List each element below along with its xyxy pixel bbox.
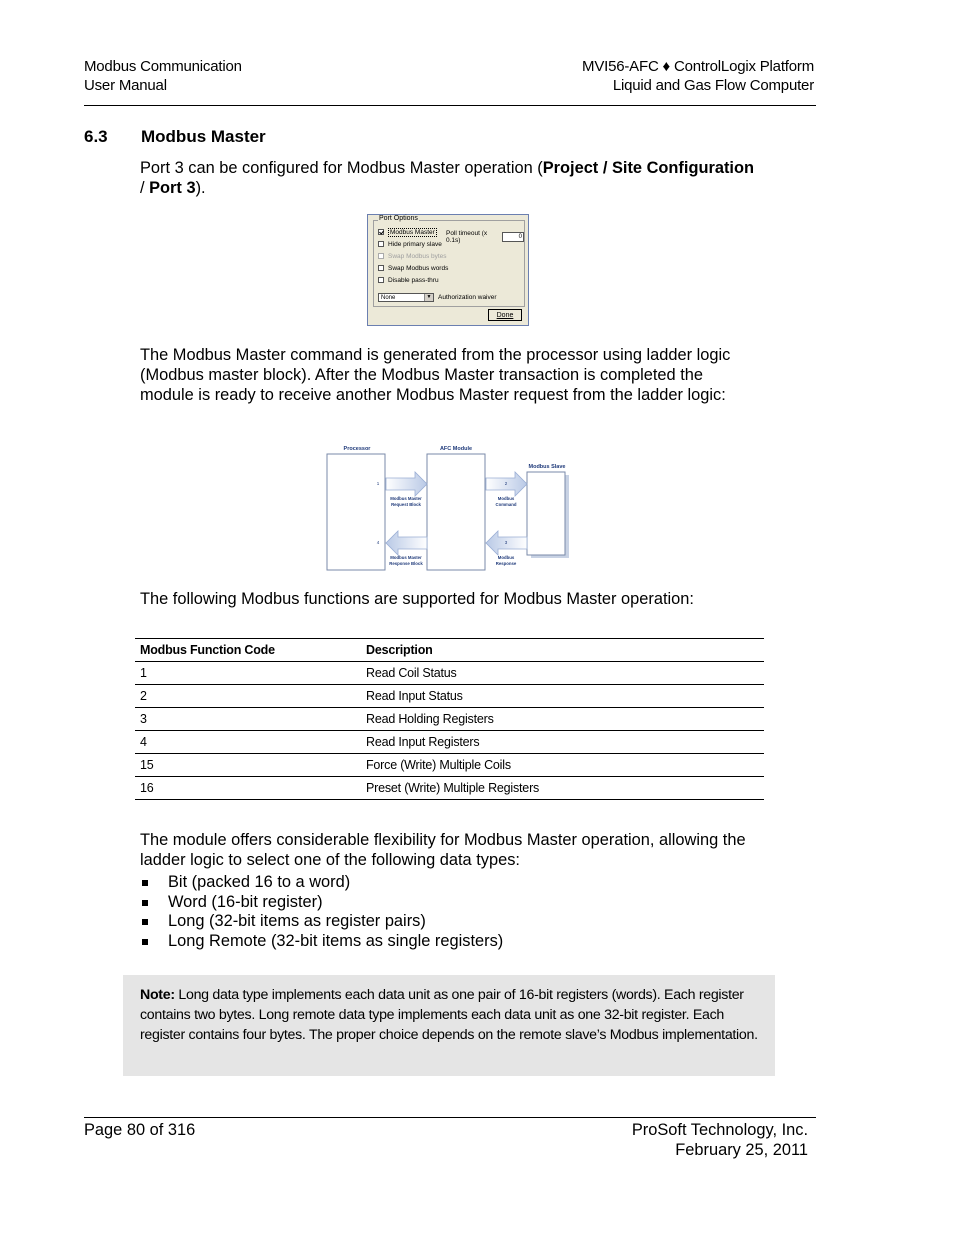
list-item: Bit (packed 16 to a word) (140, 873, 503, 893)
cell-description: Force (Write) Multiple Coils (361, 754, 764, 777)
authorization-label: Authorization waiver (438, 294, 497, 301)
port-options-dialog (367, 214, 529, 326)
section-number: 6.3 (84, 127, 108, 146)
modbus-master-flow-diagram (326, 442, 571, 572)
table-row (135, 731, 764, 754)
checkbox-icon (378, 265, 384, 271)
header-right (582, 57, 814, 95)
cell-description: Read Input Registers (361, 731, 764, 754)
table-row (135, 754, 764, 777)
modbus-slave-label: Modbus Slave (528, 464, 566, 470)
authorization-dropdown[interactable]: None ▼ (378, 293, 434, 302)
master-command-paragraph: The Modbus Master command is generated from the processor using ladder logic (Modbus master block). After the Modbus Master transaction is completed the module is ready to receive another Modbus Master request from the ladder logic: (140, 346, 731, 404)
checkbox-icon (378, 253, 384, 259)
col-header-function-code: Modbus Function Code (135, 639, 361, 662)
header-product: MVI56-AFC ♦ ControlLogix Platform (582, 58, 814, 75)
arrow1-label-a: Modbus Master (390, 496, 422, 501)
header-doc-title: Modbus Communication (84, 58, 242, 75)
checkbox-checked-icon (378, 229, 384, 235)
table-row (135, 777, 764, 800)
table-row (135, 685, 764, 708)
note-text: Long data type implements each data unit as one pair of 16-bit registers (words). Each register contains two bytes. Long remote data type implements each data unit as one 32-bit register. Each register contains four bytes. The proper choice depends on the remote slave’s Modbus implementation. (140, 987, 758, 1043)
arrow4-number: 4 (376, 540, 380, 545)
checkbox-icon (378, 241, 384, 247)
table-row (135, 662, 764, 685)
arrow2-number: 2 (504, 481, 508, 486)
note-box (123, 975, 775, 1076)
port-options-group (373, 215, 525, 307)
afc-module-label: AFC Module (439, 446, 473, 452)
arrow2-label-b: Command (495, 502, 517, 507)
modbus-functions-table (135, 638, 764, 800)
col-header-description: Description (361, 639, 764, 662)
port-options-legend: Port Options (379, 215, 418, 222)
chevron-down-icon[interactable]: ▼ (424, 294, 433, 301)
cell-description: Read Coil Status (361, 662, 764, 685)
cell-code: 3 (135, 708, 361, 731)
list-item: Long (32-bit items as register pairs) (140, 912, 503, 932)
list-item: Long Remote (32-bit items as single registers) (140, 932, 503, 952)
arrow-response-block (386, 531, 427, 555)
arrow3-number: 3 (504, 540, 508, 545)
footer-company: ProSoft Technology, Inc. (631, 1121, 808, 1139)
poll-timeout-input[interactable]: 0 (502, 232, 524, 242)
cell-code: 15 (135, 754, 361, 777)
header-left (84, 57, 242, 95)
cell-code: 1 (135, 662, 361, 685)
arrow2-label-a: Modbus (497, 496, 515, 501)
list-item: Word (16-bit register) (140, 893, 503, 913)
checkbox-icon (378, 277, 384, 283)
footer-right (632, 1120, 808, 1160)
note-label: Note: (140, 987, 175, 1003)
arrow4-label-a: Modbus Master (390, 555, 422, 560)
arrow1-label-b: Request Block (391, 502, 421, 507)
footer-date: February 25, 2011 (675, 1141, 808, 1159)
table-header-row (135, 639, 764, 662)
poll-timeout: Poll timeout (x 0.1s) 0 (446, 230, 522, 244)
cell-code: 2 (135, 685, 361, 708)
cell-description: Read Holding Registers (361, 708, 764, 731)
cell-code: 4 (135, 731, 361, 754)
cell-description: Preset (Write) Multiple Registers (361, 777, 764, 800)
afc-module-box (427, 454, 485, 570)
disable-pass-thru-checkbox[interactable]: Disable pass-thru (378, 275, 439, 285)
arrow1-number: 1 (376, 481, 380, 486)
swap-modbus-bytes-checkbox: Swap Modbus bytes (378, 251, 447, 261)
done-button[interactable]: Done (488, 309, 522, 321)
cell-code: 16 (135, 777, 361, 800)
cell-description: Read Input Status (361, 685, 764, 708)
modbus-slave-box (527, 472, 565, 555)
header-divider (84, 105, 816, 106)
section-title: Modbus Master (141, 127, 266, 146)
table-row (135, 708, 764, 731)
modbus-master-checkbox[interactable]: Modbus Master (378, 227, 437, 237)
functions-intro-paragraph: The following Modbus functions are supported for Modbus Master operation: (140, 590, 694, 608)
arrow-request-block (386, 472, 427, 496)
page-number: Page 80 of 316 (84, 1121, 196, 1139)
arrow3-label-a: Modbus (497, 555, 515, 560)
header-product-subtitle: Liquid and Gas Flow Computer (612, 77, 814, 94)
processor-label: Processor (343, 446, 371, 452)
hide-primary-slave-checkbox[interactable]: Hide primary slave (378, 239, 442, 249)
header-doc-type: User Manual (84, 77, 167, 94)
flexibility-paragraph: The module offers considerable flexibility for Modbus Master operation, allowing the ladder logic to select one of the following data types: (140, 831, 746, 869)
arrow3-label-b: Response (495, 561, 517, 566)
intro-paragraph: Port 3 can be configured for Modbus Master operation (Project / Site Configuration / Port 3). (140, 159, 754, 197)
arrow4-label-b: Response Block (389, 561, 423, 566)
footer-divider (84, 1117, 816, 1118)
processor-box (327, 454, 385, 570)
data-types-list (140, 873, 503, 951)
swap-modbus-words-checkbox[interactable]: Swap Modbus words (378, 263, 448, 273)
